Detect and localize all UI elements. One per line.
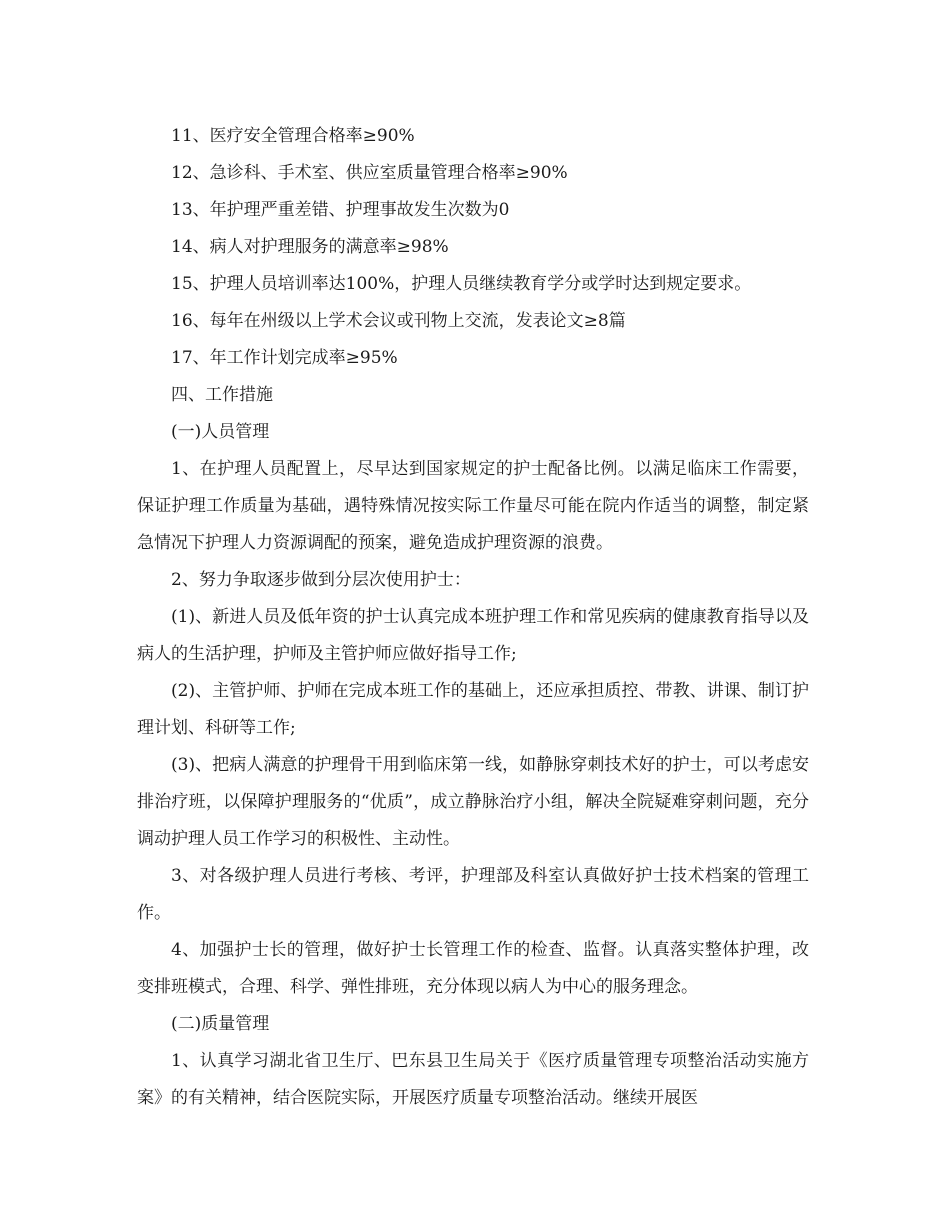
paragraph-assessment: 3、对各级护理人员进行考核、考评，护理部及科室认真做好护士技术档案的管理工作。 — [137, 866, 809, 923]
paragraph-tier-1: (1)、新进人员及低年资的护士认真完成本班护理工作和常见疾病的健康教育指导以及病人的生活护理，护师及主管护师应做好指导工作; — [137, 607, 809, 664]
section-heading-measures: 四、工作措施 — [171, 385, 273, 405]
list-item-16: 16、每年在州级以上学术会议或刊物上交流，发表论文≥8篇 — [171, 311, 626, 331]
paragraph-quality-study: 1、认真学习湖北省卫生厅、巴东县卫生局关于《医疗质量管理专项整治活动实施方案》的有关精神，结合医院实际，开展医疗质量专项整治活动。继续开展医 — [137, 1051, 809, 1108]
list-item-11: 11、医疗安全管理合格率≥90% — [171, 126, 415, 146]
list-item-17: 17、年工作计划完成率≥95% — [171, 348, 398, 368]
paragraph-head-nurse: 4、加强护士长的管理，做好护士长管理工作的检查、监督。认真落实整体护理，改变排班模式，合理、科学、弹性排班，充分体现以病人为中心的服务理念。 — [137, 940, 809, 997]
paragraph-tier-2: (2)、主管护师、护师在完成本班工作的基础上，还应承担质控、带教、讲课、制订护理计划、科研等工作; — [137, 681, 809, 738]
subsection-heading-personnel: (一)人员管理 — [171, 422, 270, 442]
list-item-12: 12、急诊科、手术室、供应室质量管理合格率≥90% — [171, 163, 568, 183]
document-body — [137, 118, 809, 1117]
paragraph-tier-3: (3)、把病人满意的护理骨干用到临床第一线，如静脉穿刺技术好的护士，可以考虑安排治疗班，以保障护理服务的“优质”，成立静脉治疗小组，解决全院疑难穿刺问题，充分调动护理人员工作学习的积极性、主动性。 — [137, 755, 809, 849]
list-item-14: 14、病人对护理服务的满意率≥98% — [171, 237, 449, 257]
paragraph-staffing: 1、在护理人员配置上，尽早达到国家规定的护士配备比例。以满足临床工作需要，保证护理工作质量为基础，遇特殊情况按实际工作量尽可能在院内作适当的调整，制定紧急情况下护理人力资源调配的预案，避免造成护理资源的浪费。 — [137, 459, 809, 553]
list-item-15: 15、护理人员培训率达100%，护理人员继续教育学分或学时达到规定要求。 — [171, 274, 752, 294]
subsection-heading-quality: (二)质量管理 — [171, 1014, 270, 1034]
list-item-13: 13、年护理严重差错、护理事故发生次数为0 — [171, 200, 510, 220]
paragraph-tiered-use: 2、努力争取逐步做到分层次使用护士： — [171, 570, 471, 590]
